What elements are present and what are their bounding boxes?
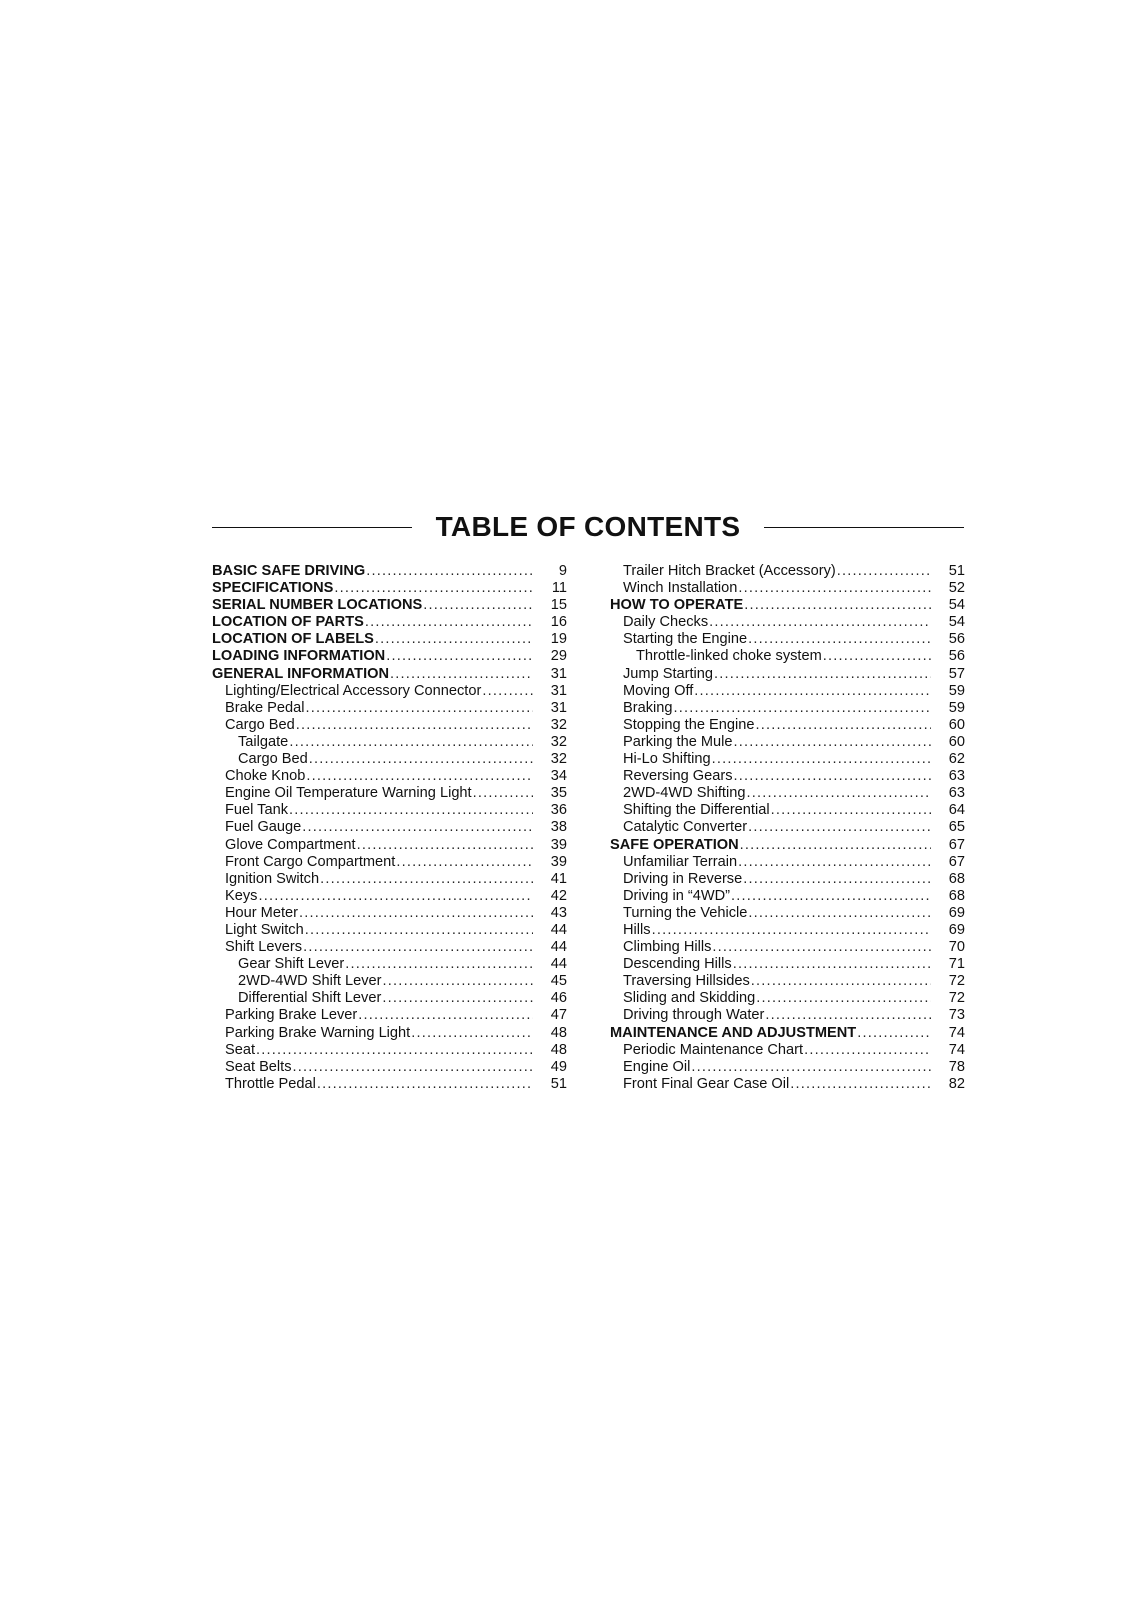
toc-entry-label: Tailgate <box>238 733 289 750</box>
toc-dot-leader <box>837 563 931 580</box>
toc-dot-leader <box>712 751 931 768</box>
toc-dot-leader <box>305 922 533 939</box>
toc-entry-page-number: 74 <box>948 1041 965 1058</box>
toc-dot-leader <box>357 837 533 854</box>
toc-entry-label: Hills <box>623 921 651 938</box>
toc-dot-leader <box>756 990 931 1007</box>
toc-entry-label: Parking the Mule <box>623 733 733 750</box>
toc-entry[interactable] <box>610 717 965 734</box>
toc-entry[interactable] <box>610 785 965 802</box>
toc-entry-label: Differential Shift Lever <box>238 990 382 1007</box>
toc-entry-label: Engine Oil Temperature Warning Light <box>225 785 472 802</box>
toc-entry[interactable] <box>212 751 567 768</box>
toc-dot-leader <box>317 1076 533 1093</box>
toc-entry[interactable] <box>610 888 965 905</box>
toc-entry[interactable] <box>610 666 965 683</box>
toc-dot-leader <box>714 666 931 683</box>
toc-entry[interactable] <box>212 648 567 665</box>
toc-entry-page-number: 60 <box>948 733 965 750</box>
toc-dot-leader <box>299 905 533 922</box>
toc-dot-leader <box>751 973 931 990</box>
toc-entry-page-number: 31 <box>550 682 567 699</box>
toc-dot-leader <box>709 614 931 631</box>
toc-dot-leader <box>383 973 533 990</box>
toc-entry[interactable] <box>610 580 965 597</box>
toc-entry-page-number: 42 <box>550 887 567 904</box>
toc-entry-page-number: 46 <box>550 990 567 1007</box>
toc-entry-label: Sliding and Skidding <box>623 990 756 1007</box>
toc-entry-label: Cargo Bed <box>238 751 308 768</box>
toc-entry-label: Engine Oil <box>623 1058 691 1075</box>
toc-entry[interactable] <box>212 597 567 614</box>
toc-entry[interactable] <box>610 990 965 1007</box>
toc-entry[interactable] <box>610 905 965 922</box>
toc-entry[interactable] <box>610 1025 965 1042</box>
toc-dot-leader <box>258 888 533 905</box>
toc-entry[interactable] <box>212 580 567 597</box>
toc-dot-leader <box>823 648 931 665</box>
toc-entry[interactable] <box>610 631 965 648</box>
toc-entry[interactable] <box>212 683 567 700</box>
toc-entry-label: BASIC SAFE DRIVING <box>212 563 366 579</box>
toc-entry-label: 2WD-4WD Shifting <box>623 785 746 802</box>
toc-entry-label: Front Cargo Compartment <box>225 853 396 870</box>
toc-entry-label: Fuel Tank <box>225 802 289 819</box>
toc-entry-page-number: 9 <box>558 563 567 579</box>
toc-entry-page-number: 59 <box>948 682 965 699</box>
toc-dot-leader <box>765 1007 931 1024</box>
toc-entry-page-number: 72 <box>948 973 965 990</box>
toc-entry-page-number: 68 <box>948 870 965 887</box>
toc-dot-leader <box>358 1007 533 1024</box>
toc-entry-label: Periodic Maintenance Chart <box>623 1041 804 1058</box>
toc-entry-page-number: 39 <box>550 836 567 853</box>
toc-dot-leader <box>306 700 533 717</box>
page-title: TABLE OF CONTENTS <box>435 511 741 542</box>
toc-entry-page-number: 15 <box>550 597 567 614</box>
toc-entry-label: Fuel Gauge <box>225 819 302 836</box>
toc-entry[interactable] <box>610 1042 965 1059</box>
toc-entry-page-number: 54 <box>948 597 965 614</box>
toc-dot-leader <box>256 1042 533 1059</box>
toc-entry[interactable] <box>212 1076 567 1093</box>
toc-entry[interactable] <box>610 768 965 785</box>
toc-entry-page-number: 31 <box>550 665 567 682</box>
toc-entry-label: Ignition Switch <box>225 870 320 887</box>
toc-dot-leader <box>320 871 533 888</box>
toc-entry-page-number: 62 <box>948 751 965 768</box>
toc-dot-leader <box>345 956 533 973</box>
toc-entry-label: Driving in “4WD” <box>623 887 731 904</box>
toc-dot-leader <box>733 956 931 973</box>
toc-dot-leader <box>734 768 932 785</box>
toc-entry-label: Brake Pedal <box>225 699 305 716</box>
toc-entry[interactable] <box>212 802 567 819</box>
toc-dot-leader <box>382 990 533 1007</box>
toc-dot-leader <box>296 717 533 734</box>
toc-dot-leader <box>396 854 533 871</box>
toc-entry-label: Seat <box>225 1041 256 1058</box>
toc-entry-label: Gear Shift Lever <box>238 956 345 973</box>
toc-entry[interactable] <box>212 768 567 785</box>
toc-entry[interactable] <box>212 956 567 973</box>
toc-entry-label: Daily Checks <box>623 614 709 631</box>
toc-entry[interactable] <box>610 1007 965 1024</box>
toc-entry-page-number: 65 <box>948 819 965 836</box>
title-rule-left <box>212 527 412 528</box>
toc-entry-label: Parking Brake Lever <box>225 1007 358 1024</box>
toc-dot-leader <box>740 837 931 854</box>
toc-entry[interactable] <box>212 871 567 888</box>
toc-entry[interactable] <box>212 734 567 751</box>
toc-dot-leader <box>306 768 533 785</box>
toc-entry-page-number: 67 <box>948 836 965 853</box>
toc-entry[interactable] <box>610 1059 965 1076</box>
toc-dot-leader <box>386 648 533 665</box>
toc-entry[interactable] <box>610 700 965 717</box>
toc-entry-page-number: 47 <box>550 1007 567 1024</box>
toc-entry[interactable] <box>212 854 567 871</box>
toc-entry-page-number: 51 <box>550 1075 567 1092</box>
toc-dot-leader <box>293 1059 533 1076</box>
toc-entry-label: Glove Compartment <box>225 836 356 853</box>
toc-entry-label: Parking Brake Warning Light <box>225 1024 411 1041</box>
toc-entry-label: LOADING INFORMATION <box>212 648 386 665</box>
toc-entry-page-number: 60 <box>948 716 965 733</box>
toc-entry[interactable] <box>212 717 567 734</box>
toc-entry-label: Hour Meter <box>225 904 298 921</box>
toc-entry[interactable] <box>212 631 567 648</box>
toc-entry-page-number: 16 <box>550 614 567 631</box>
toc-dot-leader <box>652 922 931 939</box>
toc-entry[interactable] <box>610 922 965 939</box>
toc-entry-page-number: 72 <box>948 990 965 1007</box>
toc-entry[interactable] <box>610 871 965 888</box>
toc-dot-leader <box>748 631 931 648</box>
toc-dot-leader <box>731 888 931 905</box>
toc-entry-label: Lighting/Electrical Accessory Connector <box>225 682 482 699</box>
toc-entry[interactable] <box>610 751 965 768</box>
toc-entry[interactable] <box>212 1042 567 1059</box>
toc-entry-page-number: 19 <box>550 631 567 648</box>
toc-dot-leader <box>482 683 533 700</box>
toc-entry-label: Throttle-linked choke system <box>636 648 822 665</box>
toc-entry[interactable] <box>212 905 567 922</box>
toc-entry-label: LOCATION OF LABELS <box>212 631 374 648</box>
toc-entry[interactable] <box>212 819 567 836</box>
toc-entry[interactable] <box>212 990 567 1007</box>
toc-entry-label: Seat Belts <box>225 1058 292 1075</box>
toc-entry-page-number: 51 <box>948 563 965 579</box>
toc-entry-label: Light Switch <box>225 921 304 938</box>
toc-dot-leader <box>366 563 533 580</box>
toc-entry-label: Winch Installation <box>623 580 738 597</box>
toc-entry-page-number: 48 <box>550 1041 567 1058</box>
toc-entry[interactable] <box>610 973 965 990</box>
toc-entry[interactable] <box>610 734 965 751</box>
toc-entry-label: Driving through Water <box>623 1007 765 1024</box>
toc-entry[interactable] <box>212 922 567 939</box>
toc-dot-leader <box>309 751 533 768</box>
toc-entry-label: Starting the Engine <box>623 631 748 648</box>
toc-entry-label: Front Final Gear Case Oil <box>623 1075 790 1092</box>
toc-entry[interactable] <box>212 785 567 802</box>
toc-entry-page-number: 44 <box>550 956 567 973</box>
toc-dot-leader <box>738 580 931 597</box>
toc-entry-page-number: 32 <box>550 733 567 750</box>
toc-entry-page-number: 69 <box>948 904 965 921</box>
toc-entry-label: 2WD-4WD Shift Lever <box>238 973 382 990</box>
toc-dot-leader <box>473 785 533 802</box>
toc-entry-page-number: 39 <box>550 853 567 870</box>
toc-entry-label: Descending Hills <box>623 956 732 973</box>
toc-entry-page-number: 45 <box>550 973 567 990</box>
toc-dot-leader <box>411 1025 533 1042</box>
toc-dot-leader <box>334 580 533 597</box>
toc-entry-page-number: 44 <box>550 921 567 938</box>
toc-entry[interactable] <box>212 1025 567 1042</box>
toc-entry-page-number: 56 <box>948 631 965 648</box>
toc-entry-label: Throttle Pedal <box>225 1075 316 1092</box>
toc-entry-label: Shifting the Differential <box>623 802 770 819</box>
toc-entry-page-number: 41 <box>550 870 567 887</box>
toc-entry[interactable] <box>610 854 965 871</box>
toc-entry[interactable] <box>212 888 567 905</box>
toc-entry[interactable] <box>610 563 965 580</box>
toc-entry-label: Braking <box>623 699 673 716</box>
toc-entry-label: SERIAL NUMBER LOCATIONS <box>212 597 423 614</box>
toc-entry-page-number: 63 <box>948 768 965 785</box>
toc-entry-label: Keys <box>225 887 258 904</box>
toc-entry-label: Cargo Bed <box>225 716 295 733</box>
toc-entry-label: MAINTENANCE AND ADJUSTMENT <box>610 1024 857 1041</box>
toc-entry-page-number: 38 <box>550 819 567 836</box>
toc-entry[interactable] <box>610 597 965 614</box>
toc-entry-label: GENERAL INFORMATION <box>212 665 390 682</box>
toc-entry-page-number: 35 <box>550 785 567 802</box>
toc-entry[interactable] <box>610 683 965 700</box>
toc-entry-page-number: 63 <box>948 785 965 802</box>
toc-entry-label: Moving Off <box>623 682 694 699</box>
toc-entry[interactable] <box>212 700 567 717</box>
toc-entry-label: Shift Levers <box>225 939 303 956</box>
toc-entry-page-number: 49 <box>550 1058 567 1075</box>
toc-entry[interactable] <box>212 1059 567 1076</box>
toc-entry-page-number: 56 <box>948 648 965 665</box>
toc-dot-leader <box>744 597 931 614</box>
toc-entry-page-number: 44 <box>550 939 567 956</box>
toc-dot-leader <box>694 683 931 700</box>
toc-entry-page-number: 29 <box>550 648 567 665</box>
toc-entry-label: Unfamiliar Terrain <box>623 853 738 870</box>
toc-entry-page-number: 54 <box>948 614 965 631</box>
toc-entry-label: Driving in Reverse <box>623 870 743 887</box>
toc-entry-page-number: 67 <box>948 853 965 870</box>
toc-dot-leader <box>390 666 533 683</box>
toc-entry-page-number: 74 <box>948 1024 965 1041</box>
toc-dot-leader <box>365 614 533 631</box>
toc-dot-leader <box>743 871 931 888</box>
toc-dot-leader <box>691 1059 931 1076</box>
toc-entry[interactable] <box>610 837 965 854</box>
toc-dot-leader <box>857 1025 931 1042</box>
toc-entry-page-number: 71 <box>948 956 965 973</box>
toc-entry[interactable] <box>212 614 567 631</box>
toc-dot-leader <box>289 734 533 751</box>
toc-entry[interactable] <box>610 802 965 819</box>
toc-entry-label: Stopping the Engine <box>623 716 755 733</box>
toc-entry-label: SPECIFICATIONS <box>212 580 334 597</box>
toc-entry-label: Jump Starting <box>623 665 714 682</box>
toc-dot-leader <box>755 717 931 734</box>
title-rule-right <box>764 527 964 528</box>
toc-entry[interactable] <box>610 614 965 631</box>
toc-column-right <box>610 563 965 1093</box>
toc-entry-page-number: 82 <box>948 1075 965 1092</box>
toc-dot-leader <box>302 819 533 836</box>
toc-entry-label: Reversing Gears <box>623 768 733 785</box>
toc-entry-label: Hi-Lo Shifting <box>623 751 711 768</box>
toc-entry[interactable] <box>610 819 965 836</box>
toc-dot-leader <box>748 905 931 922</box>
toc-entry-page-number: 36 <box>550 802 567 819</box>
toc-entry-page-number: 69 <box>948 921 965 938</box>
toc-dot-leader <box>738 854 931 871</box>
toc-entry-page-number: 59 <box>948 699 965 716</box>
toc-entry-page-number: 70 <box>948 939 965 956</box>
toc-entry[interactable] <box>212 973 567 990</box>
toc-entry[interactable] <box>212 837 567 854</box>
toc-dot-leader <box>673 700 931 717</box>
toc-entry[interactable] <box>212 563 567 580</box>
toc-entry-page-number: 34 <box>550 768 567 785</box>
toc-entry-page-number: 64 <box>948 802 965 819</box>
toc-entry-label: Traversing Hillsides <box>623 973 750 990</box>
toc-entry[interactable] <box>610 939 965 956</box>
toc-column-left <box>212 563 567 1093</box>
toc-entry[interactable] <box>610 1076 965 1093</box>
toc-entry-label: SAFE OPERATION <box>610 836 739 853</box>
toc-entry-page-number: 73 <box>948 1007 965 1024</box>
title-row <box>212 507 964 547</box>
toc-entry-label: Trailer Hitch Bracket (Accessory) <box>623 563 836 579</box>
toc-entry-page-number: 32 <box>550 716 567 733</box>
toc-entry[interactable] <box>212 1007 567 1024</box>
toc-entry-page-number: 78 <box>948 1058 965 1075</box>
toc-dot-leader <box>790 1076 931 1093</box>
toc-dot-leader <box>712 939 931 956</box>
toc-dot-leader <box>423 597 533 614</box>
toc-entry-label: Catalytic Converter <box>623 819 748 836</box>
toc-entry[interactable] <box>212 666 567 683</box>
toc-entry-label: Choke Knob <box>225 768 306 785</box>
toc-entry-label: HOW TO OPERATE <box>610 597 744 614</box>
toc-entry-page-number: 57 <box>948 665 965 682</box>
toc-dot-leader <box>289 802 533 819</box>
toc-entry[interactable] <box>610 648 965 665</box>
toc-entry[interactable] <box>610 956 965 973</box>
toc-dot-leader <box>804 1042 931 1059</box>
toc-entry-label: LOCATION OF PARTS <box>212 614 364 631</box>
toc-entry-label: Climbing Hills <box>623 939 712 956</box>
toc-entry-page-number: 48 <box>550 1024 567 1041</box>
toc-dot-leader <box>748 819 931 836</box>
toc-dot-leader <box>771 802 931 819</box>
toc-entry[interactable] <box>212 939 567 956</box>
toc-entry-page-number: 31 <box>550 699 567 716</box>
toc-entry-page-number: 43 <box>550 904 567 921</box>
toc-entry-page-number: 68 <box>948 887 965 904</box>
toc-dot-leader <box>746 785 931 802</box>
toc-entry-page-number: 32 <box>550 751 567 768</box>
toc-entry-label: Turning the Vehicle <box>623 904 748 921</box>
toc-dot-leader <box>734 734 931 751</box>
toc-entry-page-number: 11 <box>551 580 567 597</box>
toc-entry-page-number: 52 <box>948 580 965 597</box>
toc-dot-leader <box>303 939 533 956</box>
toc-dot-leader <box>375 631 533 648</box>
